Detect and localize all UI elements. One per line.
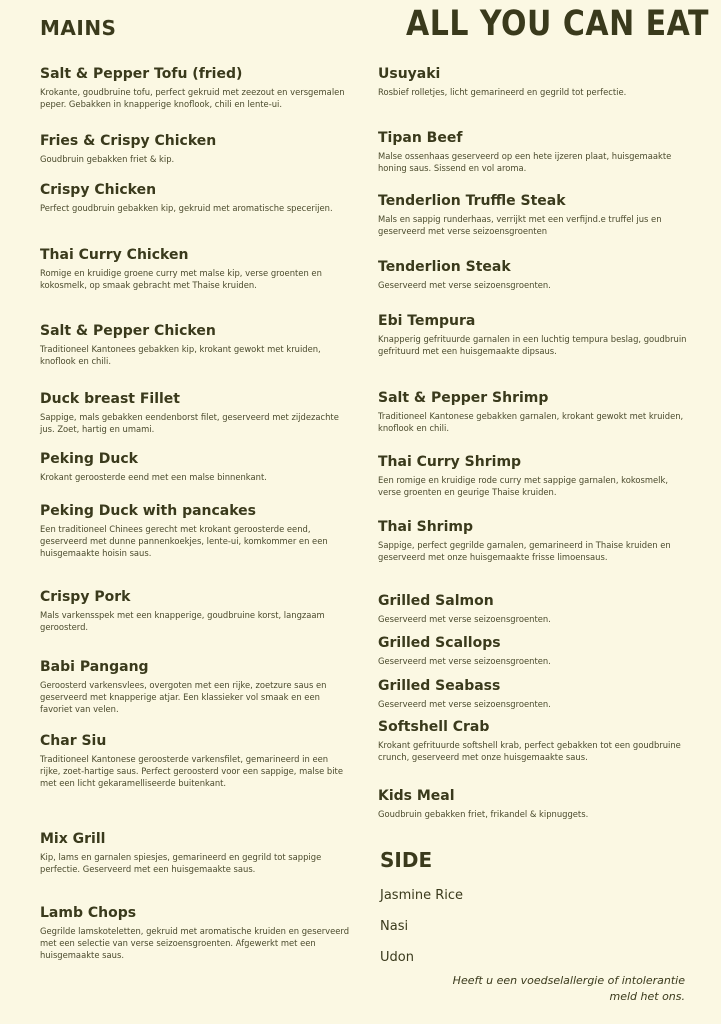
menu-item-description: Mals en sappig runderhaas, verrijkt met een verfijnd.e truffel jus en geserveerd met verse seizoensgroenten <box>378 214 662 237</box>
side-item: Nasi <box>380 919 409 934</box>
menu-item-name: Grilled Seabass <box>378 678 501 694</box>
menu-item-description: Geserveerd met verse seizoensgroenten. <box>378 614 551 624</box>
side-item: Udon <box>380 950 414 965</box>
menu-item-description: Traditioneel Kantonese gebakken garnalen, krokant gewokt met kruiden, knoflook en chili. <box>378 411 684 434</box>
menu-item-description: Krokante, goudbruine tofu, perfect gekruid met zeezout en versgemalen peper. Gebakken in knapperige knoflook, chili en lente-ui. <box>40 87 345 110</box>
menu-item-description: Een traditioneel Chinees gerecht met krokant geroosterde eend, geserveerd met dunne pannenkoekjes, lente-ui, komkommer en een huisgemaakte hoisin saus. <box>40 524 328 559</box>
menu-item-name: Tipan Beef <box>378 130 463 146</box>
menu-item <box>40 451 360 483</box>
page-title: ALL YOU CAN EAT <box>406 4 709 45</box>
menu-item <box>40 66 360 110</box>
menu-item <box>40 182 360 214</box>
menu-item-name: Crispy Chicken <box>40 182 157 198</box>
menu-item-name: Salt & Pepper Tofu (fried) <box>40 66 243 82</box>
menu-item-description: Goudbruin gebakken friet, frikandel & kipnuggets. <box>378 809 589 819</box>
menu-item <box>40 589 360 633</box>
menu-item-name: Salt & Pepper Shrimp <box>378 390 549 406</box>
menu-item <box>40 659 360 716</box>
menu-item-description: Romige en kruidige groene curry met malse kip, verse groenten en kokosmelk, op smaak gebracht met Thaise kruiden. <box>40 268 322 291</box>
menu-item <box>40 905 360 962</box>
menu-item-description: Krokant gefrituurde softshell krab, perfect gebakken tot een goudbruine crunch, geserveerd met onze huisgemaakte saus. <box>378 740 681 763</box>
menu-item-name: Thai Curry Chicken <box>40 247 189 263</box>
menu-item <box>378 519 698 563</box>
menu-item-description: Geroosterd varkensvlees, overgoten met een rijke, zoetzure saus en geserveerd met knapperige atjar. Een klassieker vol smaak en een favoriet van velen. <box>40 680 327 715</box>
menu-item <box>378 193 698 237</box>
allergy-note: Heeft u een voedselallergie of intolerantie meld het ons. <box>452 974 685 1003</box>
menu-item-description: Mals varkensspek met een knapperige, goudbruine korst, langzaam geroosterd. <box>40 610 325 633</box>
menu-item-name: Peking Duck with pancakes <box>40 503 257 519</box>
menu-item-name: Thai Curry Shrimp <box>378 454 522 470</box>
menu-item-description: Perfect goudbruin gebakken kip, gekruid met aromatische specerijen. <box>40 203 333 213</box>
menu-item <box>40 503 360 560</box>
menu-item-name: Salt & Pepper Chicken <box>40 323 216 339</box>
menu-item-description: Traditioneel Kantonese geroosterde varkensfilet, gemarineerd in een rijke, zoet-hartige saus. Perfect geroosterd voor een sappige, malse bite met een licht gekaramelliseerde buitenkant. <box>40 754 343 789</box>
menu-item-description: Malse ossenhaas geserveerd op een hete ijzeren plaat, huisgemaakte honing saus. Sissend en vol aroma. <box>378 151 672 174</box>
menu-item-name: Ebi Tempura <box>378 313 476 329</box>
menu-item <box>40 733 360 790</box>
menu-item <box>378 678 698 710</box>
menu-item-name: Thai Shrimp <box>378 519 473 535</box>
menu-item <box>378 788 698 820</box>
menu-item <box>378 259 698 291</box>
menu-item <box>40 133 360 165</box>
menu-item <box>378 454 698 498</box>
menu-item <box>40 247 360 291</box>
menu-item-name: Tenderlion Steak <box>378 259 511 275</box>
menu-item-name: Crispy Pork <box>40 589 131 605</box>
menu-item-name: Mix Grill <box>40 831 106 847</box>
menu-item-description: Krokant geroosterde eend met een malse binnenkant. <box>40 472 267 482</box>
menu-item-name: Duck breast Fillet <box>40 391 180 407</box>
menu-item-description: Rosbief rolletjes, licht gemarineerd en gegrild tot perfectie. <box>378 87 627 97</box>
menu-item-name: Lamb Chops <box>40 905 137 921</box>
menu-item-name: Char Siu <box>40 733 107 749</box>
menu-item-name: Usuyaki <box>378 66 441 82</box>
menu-item-description: Geserveerd met verse seizoensgroenten. <box>378 656 551 666</box>
menu-item <box>378 390 698 434</box>
menu-item <box>378 130 698 174</box>
menu-item-description: Gegrilde lamskoteletten, gekruid met aromatische kruiden en geserveerd met een selectie van verse seizoensgroenten. Afgewerkt met een huisgemaakte saus. <box>40 926 350 961</box>
side-item: Jasmine Rice <box>380 888 464 903</box>
menu-item-name: Softshell Crab <box>378 719 490 735</box>
menu-item-description: Sappige, mals gebakken eendenborst filet, geserveerd met zijdezachte jus. Zoet, hartig en umami. <box>40 412 339 435</box>
menu-item <box>378 635 698 667</box>
section-title-side: SIDE <box>380 848 433 872</box>
menu-item-description: Een romige en kruidige rode curry met sappige garnalen, kokosmelk, verse groenten en geurige Thaise kruiden. <box>378 475 669 498</box>
menu-item-description: Goudbruin gebakken friet & kip. <box>40 154 175 164</box>
menu-item-name: Grilled Scallops <box>378 635 501 651</box>
menu-item <box>40 831 360 875</box>
menu-item-description: Geserveerd met verse seizoensgroenten. <box>378 280 551 290</box>
menu-item-name: Tenderlion Truffle Steak <box>378 193 566 209</box>
section-title-mains: MAINS <box>40 16 117 40</box>
menu-item-description: Sappige, perfect gegrilde garnalen, gemarineerd in Thaise kruiden en geserveerd met onze huisgemaakte frisse limoensaus. <box>378 540 671 563</box>
menu-item <box>378 66 698 98</box>
menu-item <box>378 719 698 763</box>
menu-item-description: Knapperig gefrituurde garnalen in een luchtig tempura beslag, goudbruin gefrituurd met een huisgemaakte dipsaus. <box>378 334 687 357</box>
menu-item <box>40 391 360 435</box>
menu-item-name: Peking Duck <box>40 451 138 467</box>
menu-item-description: Geserveerd met verse seizoensgroenten. <box>378 699 551 709</box>
menu-item <box>40 323 360 367</box>
menu-item-description: Kip, lams en garnalen spiesjes, gemarineerd en gegrild tot sappige perfectie. Geserveerd met een huisgemaakte saus. <box>40 852 322 875</box>
menu-item-name: Grilled Salmon <box>378 593 494 609</box>
menu-item-name: Fries & Crispy Chicken <box>40 133 217 149</box>
menu-item <box>378 593 698 625</box>
menu-item <box>378 313 698 357</box>
menu-item-name: Babi Pangang <box>40 659 149 675</box>
menu-item-name: Kids Meal <box>378 788 455 804</box>
menu-item-description: Traditioneel Kantonees gebakken kip, krokant gewokt met kruiden, knoflook en chili. <box>40 344 321 367</box>
